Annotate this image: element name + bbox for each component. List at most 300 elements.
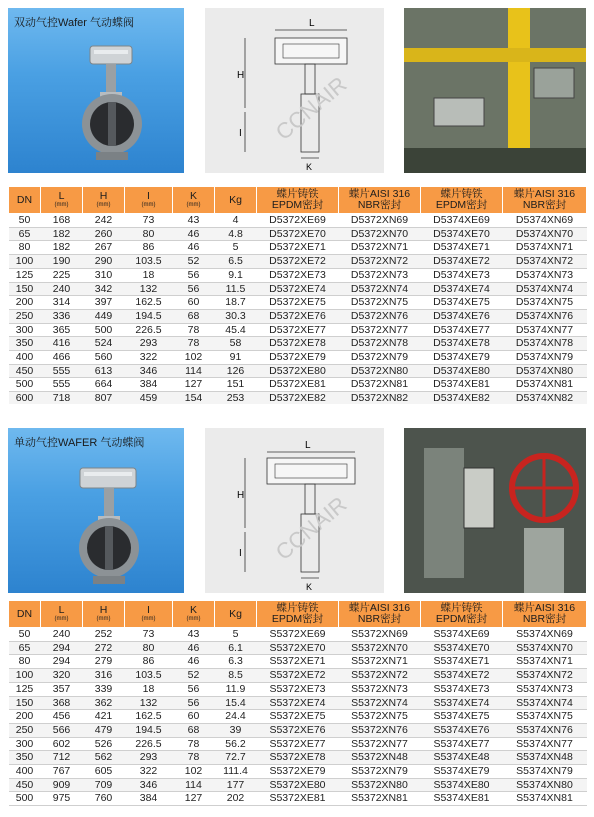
- valve-product-image: [8, 8, 184, 173]
- table-cell: D5374XE70: [421, 227, 503, 241]
- table-cell: 260: [83, 227, 125, 241]
- table-cell: 46: [173, 641, 215, 655]
- table-cell: S5374XE73: [421, 682, 503, 696]
- dimension-diagram: [205, 8, 384, 173]
- table-cell: S5372XN76: [339, 723, 421, 737]
- table-cell: 80: [9, 655, 41, 669]
- table-cell: 566: [41, 723, 83, 737]
- table-cell: 500: [83, 323, 125, 337]
- table-cell: 56: [173, 696, 215, 710]
- column-header-label: 蝶片AISI 316: [513, 188, 576, 200]
- double-acting-valve-photo: [8, 8, 184, 173]
- table-cell: 450: [9, 364, 41, 378]
- table-cell: 252: [83, 628, 125, 642]
- table-cell: D5372XE81: [257, 378, 339, 392]
- table-cell: 39: [215, 723, 257, 737]
- table-cell: 52: [173, 669, 215, 683]
- table-cell: 80: [9, 241, 41, 255]
- table-cell: S5372XN77: [339, 737, 421, 751]
- column-header-unit: NBR密封: [522, 613, 567, 625]
- table-row: [9, 655, 587, 669]
- column-header-label: Kg: [229, 193, 242, 206]
- table-cell: S5374XE76: [421, 723, 503, 737]
- table-cell: 72.7: [215, 751, 257, 765]
- table-cell: 127: [173, 792, 215, 806]
- table-cell: 78: [173, 737, 215, 751]
- column-header-label: K: [189, 190, 197, 202]
- table-cell: 46: [173, 227, 215, 241]
- table-cell: D5372XN69: [339, 214, 421, 228]
- table-cell: S5374XN81: [503, 792, 587, 806]
- table-cell: S5374XE80: [421, 778, 503, 792]
- table-cell: 310: [83, 268, 125, 282]
- table-cell: 18.7: [215, 296, 257, 310]
- table-cell: 267: [83, 241, 125, 255]
- table-cell: 4.8: [215, 227, 257, 241]
- column-header-label: 蝶片AISI 316: [348, 602, 411, 614]
- table-cell: D5372XN72: [339, 255, 421, 269]
- table-cell: 150: [9, 696, 41, 710]
- table-cell: S5374XN72: [503, 669, 587, 683]
- table-row: [9, 337, 587, 351]
- table-cell: 68: [173, 309, 215, 323]
- table-cell: 11.5: [215, 282, 257, 296]
- table-row: [9, 323, 587, 337]
- column-header: [503, 601, 587, 628]
- table-cell: S5372XE78: [257, 751, 339, 765]
- table-row: [9, 751, 587, 765]
- table-cell: 346: [125, 364, 173, 378]
- table-cell: D5372XE78: [257, 337, 339, 351]
- dimension-diagram: [205, 428, 384, 593]
- table-cell: 114: [173, 364, 215, 378]
- column-header: [9, 601, 41, 628]
- installation-photo: [404, 428, 586, 593]
- watermark: CCNAIR: [270, 71, 352, 145]
- table-cell: D5372XE82: [257, 392, 339, 406]
- table-cell: D5372XE76: [257, 309, 339, 323]
- table-row: [9, 296, 587, 310]
- table-cell: 132: [125, 696, 173, 710]
- single-acting-valve-photo: [8, 428, 184, 593]
- table-cell: S5372XE80: [257, 778, 339, 792]
- table-cell: 125: [9, 682, 41, 696]
- column-header: [257, 187, 339, 214]
- column-header-unit: (mm): [141, 616, 156, 622]
- table-cell: 5: [215, 628, 257, 642]
- valve-dimension-drawing: [205, 8, 384, 173]
- table-cell: 456: [41, 710, 83, 724]
- table-cell: S5372XN71: [339, 655, 421, 669]
- table-cell: 127: [173, 378, 215, 392]
- table-cell: 293: [125, 337, 173, 351]
- table-cell: 605: [83, 765, 125, 779]
- table-cell: D5372XE80: [257, 364, 339, 378]
- dim-h-label: H: [237, 490, 245, 501]
- table-cell: S5374XE72: [421, 669, 503, 683]
- table-cell: D5372XN75: [339, 296, 421, 310]
- table-cell: S5372XN73: [339, 682, 421, 696]
- column-header-label: H: [99, 190, 108, 202]
- table-cell: 168: [41, 214, 83, 228]
- table-cell: 78: [173, 337, 215, 351]
- table-cell: D5372XN71: [339, 241, 421, 255]
- table-cell: 102: [173, 765, 215, 779]
- table-cell: 290: [83, 255, 125, 269]
- table-cell: 293: [125, 751, 173, 765]
- table-cell: D5372XE73: [257, 268, 339, 282]
- table-row: [9, 792, 587, 806]
- table-cell: D5372XE75: [257, 296, 339, 310]
- column-header-label: DN: [16, 607, 33, 620]
- table-cell: 78: [173, 323, 215, 337]
- column-header: [421, 187, 503, 214]
- table-cell: S5374XE77: [421, 737, 503, 751]
- table-cell: 500: [9, 792, 41, 806]
- table-cell: 416: [41, 337, 83, 351]
- table-cell: D5374XN74: [503, 282, 587, 296]
- table-row: [9, 241, 587, 255]
- table-cell: 73: [125, 628, 173, 642]
- table-cell: D5374XN72: [503, 255, 587, 269]
- table-cell: D5372XN70: [339, 227, 421, 241]
- table-cell: D5372XN82: [339, 392, 421, 406]
- column-header: [339, 601, 421, 628]
- table-cell: S5372XE69: [257, 628, 339, 642]
- table-cell: S5372XN70: [339, 641, 421, 655]
- table-cell: D5374XE77: [421, 323, 503, 337]
- table-cell: D5374XE73: [421, 268, 503, 282]
- column-header-label: 蝶片铸铁: [440, 188, 483, 200]
- column-header-label: 蝶片铸铁: [276, 188, 319, 200]
- table-cell: 15.4: [215, 696, 257, 710]
- table-cell: 202: [215, 792, 257, 806]
- table-cell: 240: [41, 282, 83, 296]
- column-header-label: I: [147, 190, 150, 202]
- table-row: [9, 723, 587, 737]
- table-cell: D5372XN76: [339, 309, 421, 323]
- dim-k-label: K: [306, 582, 313, 592]
- table-cell: 162.5: [125, 296, 173, 310]
- table-cell: 294: [41, 655, 83, 669]
- table-cell: 316: [83, 669, 125, 683]
- column-header-unit: (mm): [96, 202, 111, 208]
- table-row: [9, 255, 587, 269]
- table-cell: D5374XN80: [503, 364, 587, 378]
- table-cell: S5372XN79: [339, 765, 421, 779]
- table-cell: S5372XE77: [257, 737, 339, 751]
- table-cell: 555: [41, 364, 83, 378]
- table-cell: D5372XN74: [339, 282, 421, 296]
- table-cell: S5374XE75: [421, 710, 503, 724]
- spec-table-single-acting: [8, 600, 587, 806]
- table-cell: 384: [125, 378, 173, 392]
- column-header: [421, 601, 503, 628]
- column-header: [41, 187, 83, 214]
- table-cell: 709: [83, 778, 125, 792]
- table-row: [9, 765, 587, 779]
- table-cell: 50: [9, 214, 41, 228]
- table-cell: 18: [125, 268, 173, 282]
- table-cell: 56: [173, 282, 215, 296]
- column-header-unit: EPDM密封: [435, 199, 488, 211]
- table-cell: 5: [215, 241, 257, 255]
- table-cell: S5374XN79: [503, 765, 587, 779]
- table-cell: 78: [173, 751, 215, 765]
- table-cell: 162.5: [125, 710, 173, 724]
- table-cell: 80: [125, 227, 173, 241]
- table-cell: D5372XE72: [257, 255, 339, 269]
- table-cell: 126: [215, 364, 257, 378]
- table-cell: 111.4: [215, 765, 257, 779]
- column-header-unit: EPDM密封: [271, 613, 324, 625]
- table-cell: S5372XE81: [257, 792, 339, 806]
- table-cell: S5374XE48: [421, 751, 503, 765]
- table-cell: 400: [9, 765, 41, 779]
- table-cell: D5374XN76: [503, 309, 587, 323]
- table-cell: 194.5: [125, 723, 173, 737]
- table-header-row: [9, 187, 587, 214]
- column-header: [215, 601, 257, 628]
- table-cell: D5372XN79: [339, 351, 421, 365]
- table-row: [9, 628, 587, 642]
- column-header-label: 蝶片AISI 316: [348, 188, 411, 200]
- table-cell: 200: [9, 710, 41, 724]
- table-cell: S5372XN69: [339, 628, 421, 642]
- table-cell: 350: [9, 751, 41, 765]
- table-cell: 479: [83, 723, 125, 737]
- table-cell: 450: [9, 778, 41, 792]
- table-row: [9, 641, 587, 655]
- table-cell: D5372XN73: [339, 268, 421, 282]
- section-title: 单动气控WAFER 气动蝶阀: [14, 437, 145, 449]
- column-header-unit: EPDM密封: [435, 613, 488, 625]
- table-cell: 45.4: [215, 323, 257, 337]
- column-header-label: 蝶片铸铁: [440, 602, 483, 614]
- table-cell: 712: [41, 751, 83, 765]
- table-cell: 562: [83, 751, 125, 765]
- table-cell: D5374XE71: [421, 241, 503, 255]
- table-row: [9, 309, 587, 323]
- table-cell: S5372XN81: [339, 792, 421, 806]
- table-cell: D5374XE75: [421, 296, 503, 310]
- table-cell: 182: [41, 227, 83, 241]
- table-cell: D5374XE74: [421, 282, 503, 296]
- watermark: CCNAIR: [270, 491, 352, 565]
- table-cell: 50: [9, 628, 41, 642]
- table-cell: 500: [9, 378, 41, 392]
- table-cell: D5374XN71: [503, 241, 587, 255]
- table-cell: S5374XE71: [421, 655, 503, 669]
- table-cell: 68: [173, 723, 215, 737]
- dim-i-label: I: [239, 548, 242, 559]
- table-cell: S5374XN76: [503, 723, 587, 737]
- table-row: [9, 282, 587, 296]
- table-cell: 11.9: [215, 682, 257, 696]
- table-cell: S5372XE70: [257, 641, 339, 655]
- column-header-unit: (mm): [186, 202, 201, 208]
- dim-l-label: L: [305, 440, 311, 451]
- table-cell: D5374XN78: [503, 337, 587, 351]
- table-cell: 6.5: [215, 255, 257, 269]
- table-cell: 56: [173, 682, 215, 696]
- section-title: 双动气控Wafer 气动蝶阀: [14, 17, 134, 29]
- table-row: [9, 682, 587, 696]
- column-header: [257, 601, 339, 628]
- table-cell: 718: [41, 392, 83, 406]
- column-header-unit: NBR密封: [522, 199, 567, 211]
- table-cell: S5374XN69: [503, 628, 587, 642]
- table-cell: 240: [41, 628, 83, 642]
- table-cell: S5372XE72: [257, 669, 339, 683]
- table-cell: 342: [83, 282, 125, 296]
- column-header: [125, 187, 173, 214]
- table-cell: D5372XE69: [257, 214, 339, 228]
- installation-photo: [404, 8, 586, 173]
- table-cell: 18: [125, 682, 173, 696]
- table-cell: D5374XN73: [503, 268, 587, 282]
- column-header: [9, 187, 41, 214]
- table-cell: 357: [41, 682, 83, 696]
- table-cell: 24.4: [215, 710, 257, 724]
- valve-dimension-drawing: [205, 428, 384, 593]
- table-cell: 560: [83, 351, 125, 365]
- dim-l-label: L: [309, 18, 315, 29]
- table-cell: 526: [83, 737, 125, 751]
- table-cell: 449: [83, 309, 125, 323]
- table-cell: S5372XN74: [339, 696, 421, 710]
- table-cell: D5372XE71: [257, 241, 339, 255]
- table-cell: D5372XN78: [339, 337, 421, 351]
- table-cell: D5372XE77: [257, 323, 339, 337]
- table-cell: 151: [215, 378, 257, 392]
- table-cell: 177: [215, 778, 257, 792]
- table-cell: 60: [173, 710, 215, 724]
- table-cell: D5374XE81: [421, 378, 503, 392]
- table-cell: D5372XE70: [257, 227, 339, 241]
- column-header: [83, 601, 125, 628]
- table-cell: D5372XN77: [339, 323, 421, 337]
- column-header-unit: (mm): [54, 616, 69, 622]
- pipeline-scene-image: [404, 8, 586, 173]
- table-cell: 339: [83, 682, 125, 696]
- table-cell: 60: [173, 296, 215, 310]
- table-cell: D5374XE78: [421, 337, 503, 351]
- table-cell: D5372XE74: [257, 282, 339, 296]
- table-cell: D5374XE72: [421, 255, 503, 269]
- table-cell: D5374XE80: [421, 364, 503, 378]
- table-cell: 384: [125, 792, 173, 806]
- table-cell: 250: [9, 723, 41, 737]
- table-cell: 150: [9, 282, 41, 296]
- table-cell: D5374XE69: [421, 214, 503, 228]
- table-cell: 200: [9, 296, 41, 310]
- table-cell: 73: [125, 214, 173, 228]
- table-cell: 320: [41, 669, 83, 683]
- column-header: [83, 187, 125, 214]
- table-cell: S5372XE79: [257, 765, 339, 779]
- table-cell: 4: [215, 214, 257, 228]
- table-cell: D5374XE76: [421, 309, 503, 323]
- table-row: [9, 351, 587, 365]
- table-cell: D5374XN70: [503, 227, 587, 241]
- table-row: [9, 227, 587, 241]
- table-row: [9, 737, 587, 751]
- table-cell: 46: [173, 655, 215, 669]
- table-cell: 602: [41, 737, 83, 751]
- table-cell: D5374XN69: [503, 214, 587, 228]
- table-cell: D5374XN77: [503, 323, 587, 337]
- table-cell: 65: [9, 227, 41, 241]
- table-cell: D5374XN82: [503, 392, 587, 406]
- table-cell: S5372XN75: [339, 710, 421, 724]
- table-cell: 86: [125, 655, 173, 669]
- table-cell: S5372XN80: [339, 778, 421, 792]
- table-cell: S5372XE71: [257, 655, 339, 669]
- table-cell: 909: [41, 778, 83, 792]
- table-cell: 91: [215, 351, 257, 365]
- table-cell: D5374XN81: [503, 378, 587, 392]
- handwheel-scene-image: [404, 428, 586, 593]
- table-cell: 103.5: [125, 255, 173, 269]
- table-cell: 400: [9, 351, 41, 365]
- table-cell: 300: [9, 323, 41, 337]
- table-row: [9, 214, 587, 228]
- table-cell: 555: [41, 378, 83, 392]
- table-cell: 613: [83, 364, 125, 378]
- table-header-row: [9, 601, 587, 628]
- table-row: [9, 378, 587, 392]
- table-cell: 350: [9, 337, 41, 351]
- table-cell: 272: [83, 641, 125, 655]
- column-header: [41, 601, 83, 628]
- table-cell: S5374XE79: [421, 765, 503, 779]
- column-header-unit: (mm): [186, 616, 201, 622]
- table-cell: 114: [173, 778, 215, 792]
- table-cell: 8.5: [215, 669, 257, 683]
- column-header-unit: NBR密封: [357, 613, 402, 625]
- table-cell: 807: [83, 392, 125, 406]
- column-header: [215, 187, 257, 214]
- table-cell: 767: [41, 765, 83, 779]
- column-header-label: H: [99, 604, 108, 616]
- spec-table-double-acting: [8, 186, 587, 406]
- single-acting-valve-section: [0, 420, 594, 817]
- column-header-label: I: [147, 604, 150, 616]
- table-cell: 86: [125, 241, 173, 255]
- table-cell: D5372XN80: [339, 364, 421, 378]
- column-header-unit: NBR密封: [357, 199, 402, 211]
- column-header-label: DN: [16, 193, 33, 206]
- column-header-label: L: [58, 604, 65, 616]
- column-header: [173, 187, 215, 214]
- table-cell: 65: [9, 641, 41, 655]
- table-cell: 346: [125, 778, 173, 792]
- table-cell: 279: [83, 655, 125, 669]
- table-cell: D5374XN79: [503, 351, 587, 365]
- table-cell: S5374XN74: [503, 696, 587, 710]
- table-cell: 975: [41, 792, 83, 806]
- table-cell: 190: [41, 255, 83, 269]
- table-cell: 6.1: [215, 641, 257, 655]
- table-cell: S5374XN71: [503, 655, 587, 669]
- column-header-label: L: [58, 190, 65, 202]
- table-cell: 368: [41, 696, 83, 710]
- table-cell: 466: [41, 351, 83, 365]
- table-cell: 182: [41, 241, 83, 255]
- table-cell: S5374XE70: [421, 641, 503, 655]
- table-cell: 365: [41, 323, 83, 337]
